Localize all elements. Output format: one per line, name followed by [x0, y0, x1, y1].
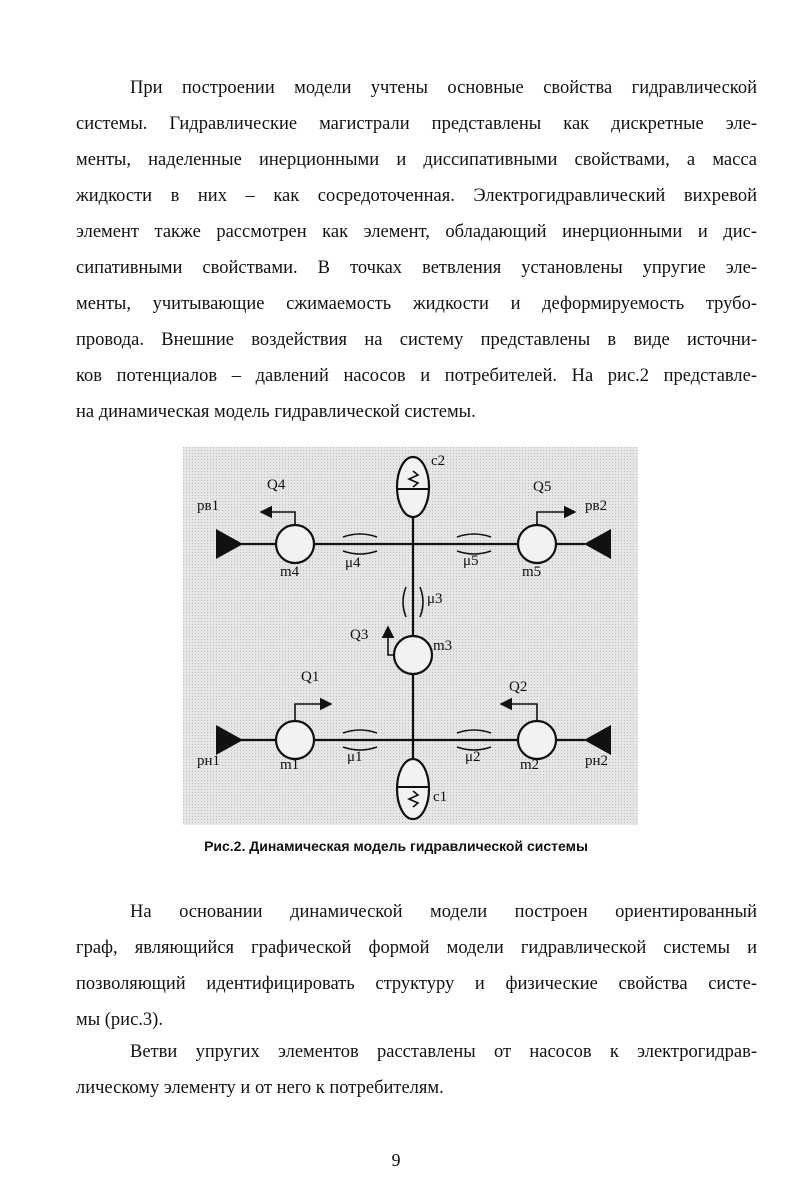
label-mu1: μ1: [347, 749, 363, 765]
paragraph-model-description: [76, 70, 757, 430]
paragraph-graph-description: [76, 894, 757, 1038]
label-q1: Q1: [301, 669, 320, 685]
text-line: мы (рис.3).: [76, 1010, 163, 1030]
text-line: позволяющий идентифицировать структуру и физические свойства систе-: [76, 974, 757, 994]
text-line: лическому элементу и от него к потребителям.: [76, 1078, 444, 1098]
text-line: элемент также рассмотрен как элемент, обладающий инерционными и дис-: [76, 222, 757, 242]
figure-caption: Рис.2. Динамическая модель гидравлической системы: [204, 838, 588, 854]
label-q4: Q4: [267, 477, 286, 493]
paragraph-elastic-branches: [76, 1034, 757, 1106]
label-m5: m5: [522, 564, 542, 580]
elastic-element-c2: [397, 457, 429, 517]
label-c2: c2: [431, 453, 446, 469]
label-mu5: μ5: [463, 553, 479, 569]
text-line: сипативными свойствами. В точках ветвления установлены упругие эле-: [76, 258, 757, 278]
hydraulic-model-diagram: [183, 447, 638, 825]
text-line: граф, являющийся графической формой модели гидравлической системы и: [76, 938, 757, 958]
text-line: При построении модели учтены основные свойства гидравлической: [130, 78, 757, 98]
label-mu4: μ4: [345, 555, 361, 571]
text-line: жидкости в них – как сосредоточенная. Электрогидравлический вихревой: [76, 186, 757, 206]
label-pn2: pн2: [585, 753, 609, 769]
label-q5: Q5: [533, 479, 552, 495]
mass-m2-circle: [518, 721, 556, 759]
label-m4: m4: [280, 564, 300, 580]
label-pn1: pн1: [197, 753, 221, 769]
label-q3: Q3: [350, 627, 369, 643]
text-line: на динамическая модель гидравлической системы.: [76, 402, 476, 422]
label-m2: m2: [520, 757, 540, 773]
text-line: На основании динамической модели построен ориентированный: [130, 902, 757, 922]
page-number: 9: [391, 1150, 401, 1170]
text-line: системы. Гидравлические магистрали представлены как дискретные эле-: [76, 114, 757, 134]
label-pv1: pв1: [197, 498, 220, 514]
label-c1: c1: [433, 789, 448, 805]
label-mu2: μ2: [465, 749, 481, 765]
text-line: менты, наделенные инерционными и диссипативными свойствами, а масса: [76, 150, 757, 170]
elastic-element-c1: [397, 759, 429, 819]
label-pv2: pв2: [585, 498, 608, 514]
mass-m3-circle: [394, 636, 432, 674]
mass-m4-circle: [276, 525, 314, 563]
mass-m1-circle: [276, 721, 314, 759]
label-mu3: μ3: [427, 591, 443, 607]
label-m3: m3: [433, 638, 453, 654]
text-line: провода. Внешние воздействия на систему представлены в виде источни-: [76, 330, 757, 350]
mass-m5-circle: [518, 525, 556, 563]
label-m1: m1: [280, 757, 300, 773]
text-line: менты, учитывающие сжимаемость жидкости и деформируемость трубо-: [76, 294, 757, 314]
text-line: Ветви упругих элементов расставлены от насосов к электрогидрав-: [130, 1042, 757, 1062]
label-q2: Q2: [509, 679, 528, 695]
text-line: ков потенциалов – давлений насосов и потребителей. На рис.2 представле-: [76, 366, 757, 386]
